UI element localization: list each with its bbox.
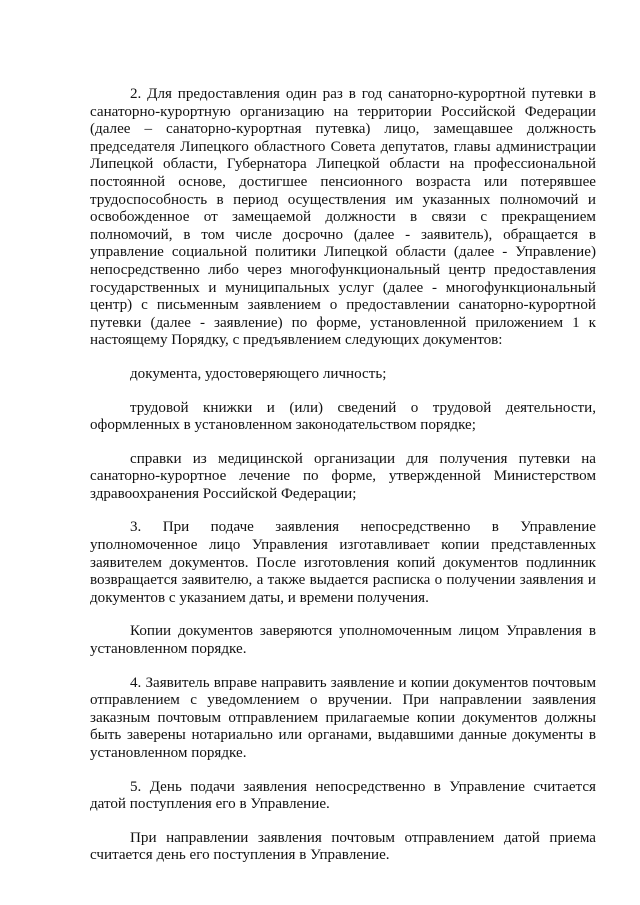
paragraph-4-postal-submission: 4. Заявитель вправе направить заявление и копии документов почтовым отправлением с уведомлением о вручении. При направлении заявления заказным почтовым отправлением прилагаемые копии документов должны быть заверены нотариально или органами, выдавшими данные документы в установленном порядке. [90,674,596,761]
paragraph-employment-record: трудовой книжки и (или) сведений о трудовой деятельности, оформленных в установленном законодательством порядке; [90,399,596,434]
paragraph-5-submission-date: 5. День подачи заявления непосредственно в Управление считается датой поступления его в Управление. [90,778,596,813]
paragraph-identity-document: документа, удостоверяющего личность; [130,365,387,382]
document-page [90,86,596,865]
paragraph-copies-certification: Копии документов заверяются уполномоченным лицом Управления в установленном порядке. [90,623,596,658]
paragraph-2-application-procedure: 2. Для предоставления один раз в год санаторно-курортной путевки в санаторно-курортную организацию на территории Российской Федерации (далее – санаторно-курортная путевка) лицо, замещавшее должность председателя Липецкого областного Совета депутатов, главы администрации Липецкой области, Губернатора Липецкой области на профессиональной постоянной основе, достигшее пенсионного возраста или потерявшее трудоспособность в период осуществления им указанных полномочий и освобожденное от замещаемой должности в связи с прекращением полномочий, в том числе досрочно (далее - заявитель), обращается в управление социальной политики Липецкой области (далее - Управление) непосредственно либо через многофункциональный центр предоставления государственных и муниципальных услуг (далее - многофункциональный центр) с письменным заявлением о предоставлении санаторно-курортной путевки (далее - заявление) по форме, установленной приложением 1 к настоящему Порядку, с предъявлением следующих документов: [90,86,596,349]
paragraph-postal-receipt-date: При направлении заявления почтовым отправлением датой приема считается день его поступления в Управление. [90,829,596,864]
paragraph-medical-certificate: справки из медицинской организации для получения путевки на санаторно-курортное лечение по форме, утвержденной Министерством здравоохранения Российской Федерации; [90,450,596,502]
paragraph-3-document-copies: 3. При подаче заявления непосредственно в Управление уполномоченное лицо Управления изготавливает копии представленных заявителем документов. После изготовления копий документов подлинник возвращается заявителю, а также выдается расписка о получении заявления и документов с указанием даты, и времени получения. [90,519,596,606]
